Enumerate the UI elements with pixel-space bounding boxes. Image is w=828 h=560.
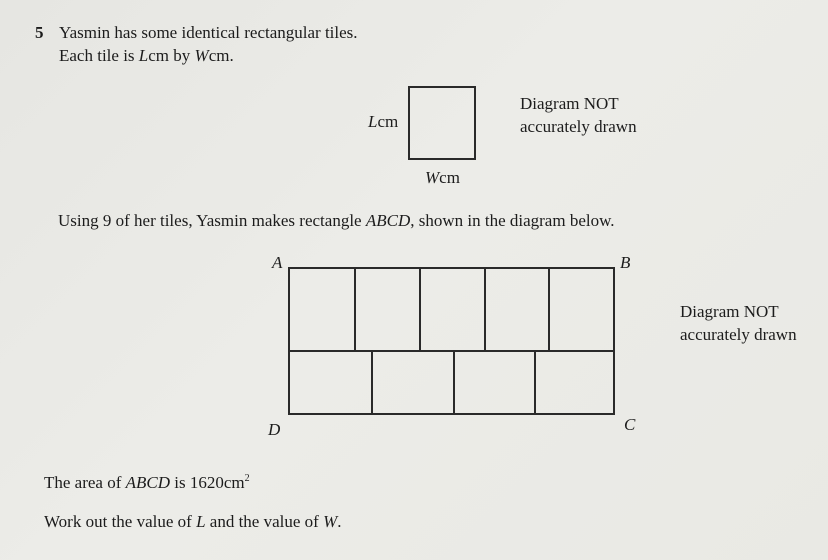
tile-side-var: L [368, 112, 378, 131]
rect-note-line-1: Diagram NOT [680, 302, 779, 321]
using-abcd: ABCD [365, 211, 411, 230]
using-sentence [58, 212, 615, 229]
intro-mid: cm by [148, 46, 195, 65]
bottom-row-divider [453, 350, 455, 415]
using-prefix: Using 9 of her tiles, Yasmin makes rectangle [58, 211, 366, 230]
area-sentence [44, 474, 250, 491]
intro-line-1: Yasmin has some identical rectangular tiles. [59, 23, 358, 42]
rectangle-abcd [288, 267, 615, 415]
tile-side-unit: cm [377, 112, 399, 131]
top-row-divider [548, 267, 550, 351]
bottom-row-divider [371, 350, 373, 415]
area-unit: cm [223, 473, 245, 492]
vertex-label-d: D [268, 420, 281, 439]
tile-bottom-unit: cm [439, 168, 460, 187]
task-l-var: L [196, 512, 206, 531]
single-tile [408, 86, 476, 160]
bottom-row-divider [534, 350, 536, 415]
task-end: . [337, 512, 342, 531]
vertex-label-b: B [620, 253, 631, 272]
vertex-label-c: C [624, 415, 636, 434]
row-divider [288, 350, 615, 352]
top-row-divider [419, 267, 421, 351]
tile-bottom-var: W [425, 168, 440, 187]
top-row-divider [484, 267, 486, 351]
intro-w-var: W [194, 46, 209, 65]
area-exponent: 2 [244, 473, 250, 484]
top-row-divider [354, 267, 356, 351]
area-is: is [170, 473, 190, 492]
rect-note-line-2: accurately drawn [680, 325, 797, 344]
question-number: 5 [35, 23, 44, 42]
task-sentence [44, 513, 342, 530]
tile-note-line-2: accurately drawn [520, 117, 637, 136]
task-w-var: W [323, 512, 338, 531]
task-mid: and the value of [205, 512, 324, 531]
task-prefix: Work out the value of [44, 512, 197, 531]
intro-line-2 [59, 47, 234, 64]
intro-l-var: L [138, 46, 149, 65]
vertex-label-a: A [272, 253, 283, 272]
area-prefix: The area of [44, 473, 126, 492]
intro-end: cm. [208, 46, 234, 65]
tile-note-line-1: Diagram NOT [520, 94, 619, 113]
intro-prefix: Each tile is [59, 46, 139, 65]
area-abcd: ABCD [125, 473, 171, 492]
area-value: 1620 [189, 473, 224, 492]
using-suffix: , shown in the diagram below. [410, 211, 615, 230]
tile-side-label [368, 113, 398, 130]
tile-bottom-label [425, 169, 460, 186]
